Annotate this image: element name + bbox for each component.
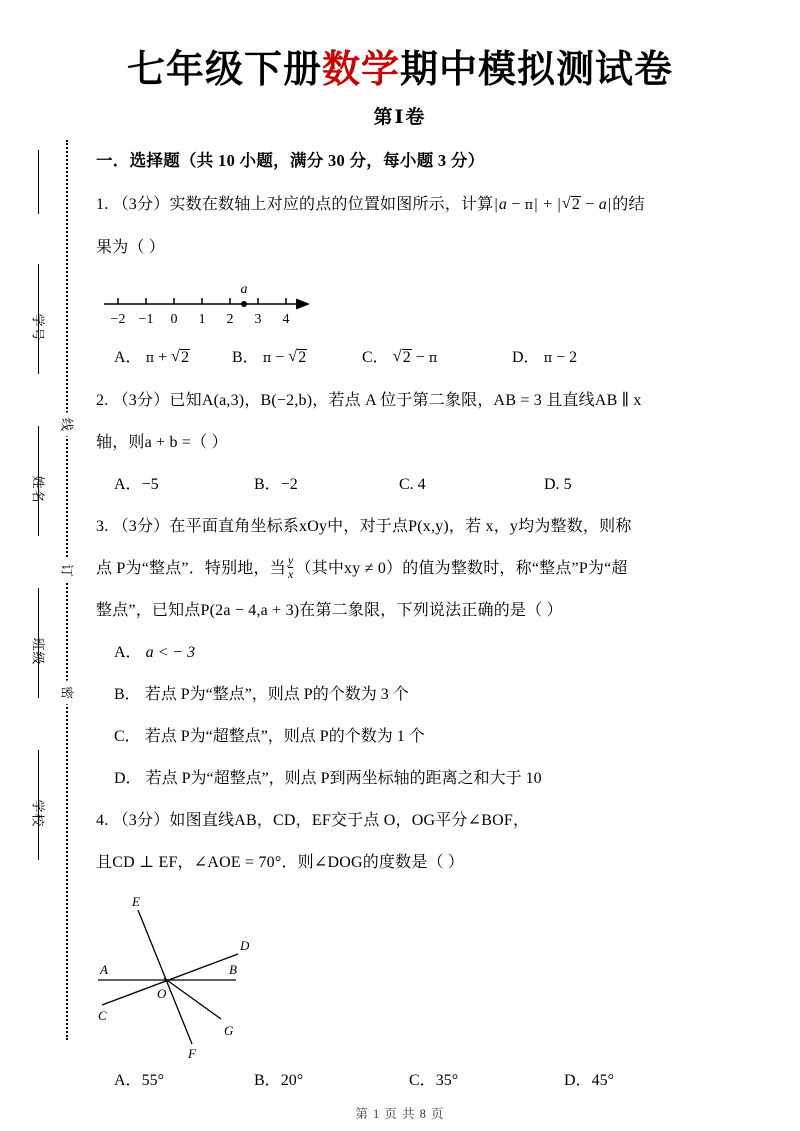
q1-number: 1. (96, 196, 109, 213)
q1-options (96, 337, 772, 380)
label-a: A (100, 962, 108, 977)
sidebar-rule (38, 426, 39, 536)
svg-text:2: 2 (226, 312, 234, 327)
q2-stem-line2: 轴，则a + b =（ ） (96, 434, 228, 451)
q1-stem-line2: 果为（ ） (96, 239, 166, 256)
q1-score: （3分） (112, 196, 170, 213)
q1-stem-b: 的结 (612, 196, 645, 213)
sidebar-rule (38, 264, 39, 374)
svg-text:0: 0 (170, 312, 178, 327)
label-d: D (240, 938, 250, 953)
q3-number: 3. (96, 518, 109, 535)
svg-text:−1: −1 (138, 312, 154, 327)
q3-option-c: C． 若点 P为“超整点”，则点 P的个数为 1 个 (114, 728, 425, 745)
sidebar-rule (38, 588, 39, 698)
binding-sidebar (0, 140, 90, 1040)
sidebar-rule (38, 750, 39, 860)
seal-dotted-line (66, 140, 68, 1040)
q3-option-d: D． 若点 P为“超整点”，则点 P到两坐标轴的距离之和大于 10 (114, 770, 542, 787)
q4-option-d: D．45° (564, 1072, 614, 1089)
q4-option-c: C．35° (409, 1072, 459, 1089)
question-2 (96, 380, 772, 464)
q2-option-c: C. 4 (399, 476, 426, 493)
q4-stem-line1: 如图直线AB，CD，EF交于点 O，OG平分∠BOF， (169, 812, 530, 829)
seal-mark-mi: 密 (56, 681, 81, 705)
ray-og (164, 978, 221, 1019)
number-line-figure (100, 278, 330, 330)
q2-score: （3分） (112, 392, 170, 409)
intersecting-lines-svg (88, 892, 268, 1064)
q1-option-b: B． π − √ 2 (232, 337, 362, 380)
question-1 (96, 184, 772, 269)
q4-number: 4. (96, 812, 109, 829)
line-ef (138, 910, 192, 1044)
q3-fraction-y-over-x (288, 554, 294, 580)
student-info-column (22, 140, 56, 1040)
q2-stem-line1: 已知A(a,3)，B(−2,b)，若点 A 位于第二象限，AB = 3 且直线AB ∥ x (169, 392, 642, 409)
q3-score: （3分） (112, 518, 170, 535)
q4-options (96, 1060, 772, 1102)
paper-part-subtitle: 第Ⅰ卷 (373, 107, 427, 128)
intersecting-lines-figure (88, 892, 268, 1064)
fraction-denominator: x (287, 567, 294, 582)
sidebar-rule (38, 150, 39, 214)
svg-text:4: 4 (282, 312, 290, 327)
q2-number: 2. (96, 392, 109, 409)
q1-stem-a: 实数在数轴上对应的点的位置如图所示，计算 (169, 196, 494, 213)
page-title (0, 38, 800, 93)
q2-options (96, 464, 772, 506)
sidebar-label-banji: 班级 (30, 637, 46, 666)
title-suffix: 期中模拟测试卷 (400, 49, 674, 91)
q3-stem-line1: 在平面直角坐标系xOy中，对于点P(x,y)，若 x，y均为整数，则称 (169, 518, 632, 535)
sidebar-label-xuehao: 学号 (30, 313, 46, 342)
seal-mark-xian: 线 (56, 413, 81, 437)
q4-stem-line2: 且CD ⊥ EF，∠AOE = 70°．则∠DOG的度数是（ ） (96, 854, 465, 871)
section-heading: 一．选择题（共 10 小题，满分 30 分，每小题 3 分） (96, 151, 485, 170)
q2-option-b: B．−2 (254, 476, 298, 493)
sidebar-label-xuexiao: 学校 (30, 799, 46, 828)
q1-option-d: D． π − 2 (512, 349, 578, 366)
page-footer: 第 1 页 共 8 页 (355, 1107, 445, 1121)
title-prefix: 七年级下册 (126, 49, 322, 91)
q3-option-a: A． a < − 3 (114, 644, 196, 661)
q4-score: （3分） (112, 812, 170, 829)
svg-text:−2: −2 (110, 312, 126, 327)
q1-stem-math: |a − π| + | √ 2 − a| (493, 196, 612, 213)
label-g: G (224, 1023, 234, 1038)
seal-mark-ding: 订 (56, 559, 81, 583)
svg-text:1: 1 (198, 312, 206, 327)
q2-option-d: D. 5 (544, 476, 572, 493)
q3-option-b: B． 若点 P为“整点”，则点 P的个数为 3 个 (114, 686, 409, 703)
title-accent-subject: 数学 (321, 49, 400, 91)
svg-text:a: a (240, 282, 248, 297)
q3-options (96, 632, 772, 800)
number-line-svg (100, 278, 330, 330)
question-4 (96, 800, 772, 884)
label-e: E (132, 894, 140, 909)
q3-stem-line3: 整点”，已知点P(2a − 4,a + 3)在第二象限，下列说法正确的是（ ） (96, 602, 563, 619)
svg-text:3: 3 (254, 312, 262, 327)
q3-stem-line2-a: 点 P为“整点”．特别地，当 (96, 560, 286, 577)
fraction-numerator: y (287, 553, 294, 568)
label-f: F (188, 1046, 196, 1061)
sidebar-label-xingming: 姓名 (30, 475, 46, 504)
q4-option-a: A．55° (114, 1072, 164, 1089)
label-b: B (229, 962, 237, 977)
q1-option-a: A． π + √ 2 (114, 337, 232, 380)
q2-option-a: A．−5 (114, 476, 159, 493)
label-o: O (157, 986, 167, 1001)
question-3 (96, 506, 772, 632)
q4-option-b: B．20° (254, 1072, 304, 1089)
q1-option-c: C． √ 2 − π (362, 337, 512, 380)
label-c: C (98, 1008, 107, 1023)
q3-stem-line2-b: （其中xy ≠ 0）的值为整数时，称“整点”P为“超 (295, 560, 628, 577)
